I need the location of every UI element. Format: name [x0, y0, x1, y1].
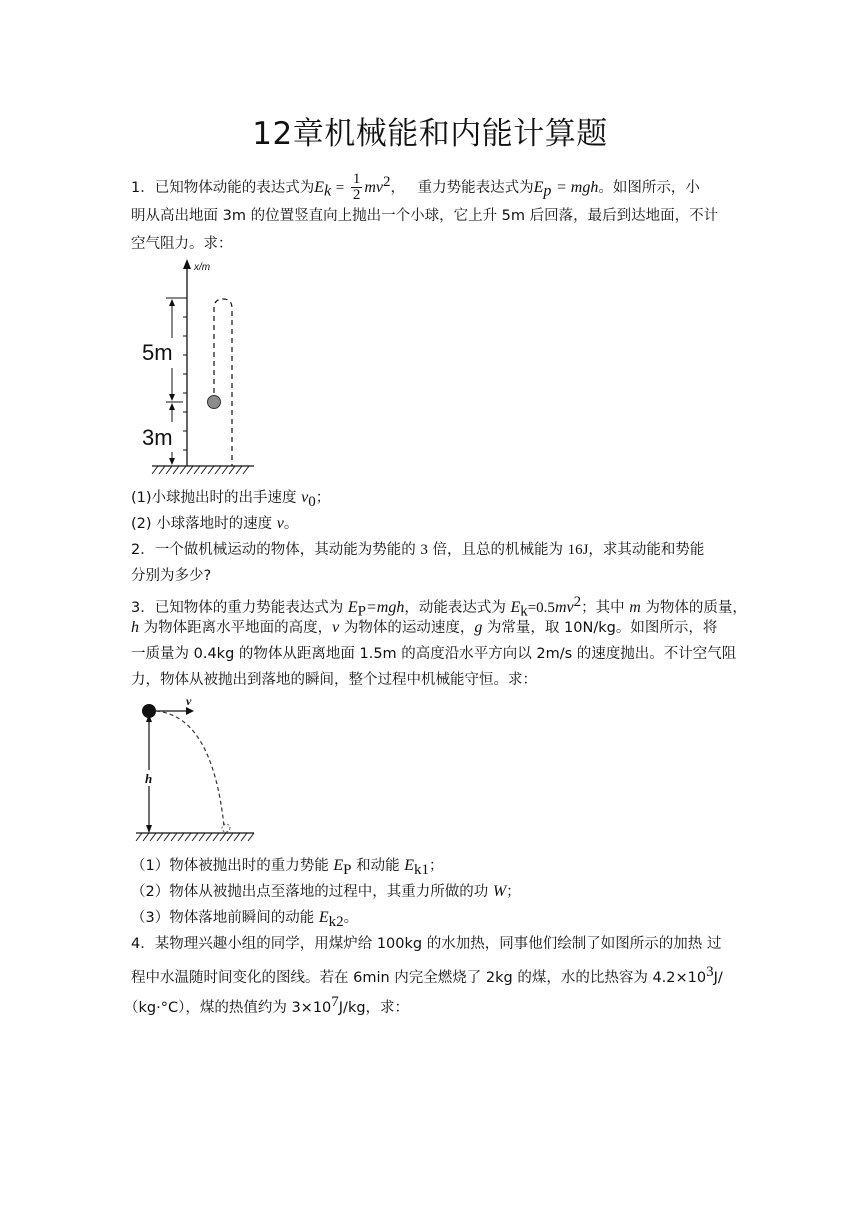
ep-subscript: p — [543, 182, 552, 200]
q3-s1-text: （1）物体被抛出时的重力势能 — [131, 858, 334, 874]
q3-s3-text: （3）物体落地前瞬间的动能 — [131, 910, 319, 926]
five-m-label: 5m — [142, 340, 173, 365]
q2-multiple: 3 — [420, 542, 428, 558]
q3-s1-mid: 和动能 — [351, 858, 405, 874]
equals-sign: = — [335, 179, 345, 196]
q1-sub1 — [131, 488, 330, 512]
q1-line3: 空气阻力。求： — [131, 236, 233, 252]
ep-subscript: P — [357, 603, 366, 620]
q2-line1 — [131, 540, 704, 560]
ep-rhs: = mgh — [555, 178, 599, 196]
q1-sub1-text: (1)小球抛出时的出手速度 — [131, 490, 302, 506]
q3-l2-a: 为物体距离水平地面的高度， — [139, 620, 333, 636]
q2-text-b: 倍，且总的机械能为 — [427, 542, 568, 558]
ek-symbol: E — [510, 598, 521, 616]
q1-sub2-end: 。 — [283, 516, 299, 532]
q4-l3-text: （kg·°C），煤的热值约为 3×10 — [124, 999, 332, 1016]
ek1-subscript: k1 — [413, 861, 429, 878]
ep-symbol: E — [533, 178, 544, 196]
ek2-symbol: E — [318, 909, 329, 926]
landing-point — [222, 824, 230, 832]
w-symbol: W — [492, 883, 507, 900]
q3-sub1 — [131, 856, 443, 880]
fraction-denominator: 2 — [352, 187, 361, 204]
q3-sub3 — [131, 908, 358, 932]
ball-icon — [142, 704, 156, 718]
q1-line1 — [131, 172, 700, 203]
q1-line2: 明从高出地面 3m 的位置竖直向上抛出一个小球，它上升 5m 后回落，最后到达地面，不计 — [131, 208, 719, 224]
axis-label: x/m — [194, 262, 211, 273]
trajectory-path — [214, 299, 232, 466]
projectile-figure — [132, 694, 260, 844]
arrow-up-icon — [169, 403, 175, 410]
q4-l3-exponent: 7 — [331, 994, 339, 1010]
fraction-numerator: 1 — [352, 171, 361, 188]
q4-l2-exponent: 3 — [706, 964, 714, 980]
q1-sub1-end: ； — [315, 490, 331, 506]
q3-s3-end: 。 — [343, 910, 359, 926]
q3-sub2 — [131, 882, 521, 902]
q3-text-c: ；其中 — [581, 599, 630, 616]
q1-sub2-text: (2) 小球落地时的速度 — [131, 516, 277, 532]
g-symbol: g — [474, 619, 483, 636]
v0-subscript: 0 — [308, 493, 316, 510]
h-symbol: h — [131, 619, 139, 636]
q3-s1-end: ； — [428, 858, 444, 874]
m-symbol: m — [629, 598, 641, 616]
q1-comma: ， — [390, 179, 405, 196]
velocity-arrow-icon — [186, 707, 194, 715]
page-title: 12章机械能和内能计算题 — [252, 116, 608, 152]
ground-hatch — [152, 466, 249, 474]
ek-symbol: E — [314, 178, 325, 196]
q3-s2-text: （2）物体从被抛出点至落地的过程中，其重力所做的功 — [131, 884, 493, 900]
q1-number: 1． — [131, 179, 155, 196]
v-label: v — [186, 694, 192, 708]
q3-line3: 一质量为 0.4kg 的物体从距离地面 1.5m 的高度沿水平方向以 2m/s 的速度抛出。不计空气阻 — [131, 646, 737, 662]
q3-line4: 力，物体从被抛出到落地的瞬间，整个过程中机械能守恒。求： — [131, 672, 537, 688]
ep-symbol: E — [333, 857, 344, 874]
q1-text2: 重力势能表达式为 — [417, 179, 534, 196]
mv-exponent: 2 — [382, 174, 391, 190]
q3-l2-c: 为常量，取 10N/kg。如图所示，将 — [482, 620, 718, 636]
q2-line2: 分别为多少? — [131, 568, 212, 584]
ek-subscript: k — [520, 603, 528, 620]
ep-symbol: E — [347, 598, 358, 616]
q4-l2-end: J/ — [713, 969, 723, 986]
vertical-throw-figure — [140, 256, 265, 478]
q3-text-a: 3．已知物体的重力势能表达式为 — [131, 599, 348, 616]
arrow-down-icon — [146, 825, 152, 833]
ep-rhs: =mgh — [365, 598, 405, 616]
v-symbol: v — [276, 515, 284, 532]
three-m-label: 3m — [142, 425, 173, 450]
q4-line3 — [124, 992, 409, 1018]
arrow-down-icon — [169, 458, 175, 465]
ek2-subscript: k2 — [328, 913, 344, 930]
mv-term: mv — [554, 598, 574, 616]
ep-subscript: P — [343, 861, 352, 878]
q3-line2 — [131, 618, 717, 638]
arrow-up-icon — [169, 299, 175, 306]
mv-exponent: 2 — [573, 594, 582, 610]
v-symbol: v — [332, 619, 340, 636]
ek-rhs: =0.5 — [527, 599, 555, 616]
axis-arrow-icon — [183, 259, 191, 269]
q3-l2-b: 为物体的运动速度， — [339, 620, 475, 636]
q2-energy: 16J — [567, 542, 589, 558]
q3-text-d: 为物体的质量， — [640, 599, 747, 616]
arrow-down-icon — [169, 394, 175, 401]
q2-text-c: ，求其动能和势能 — [588, 542, 705, 558]
q1-sub2 — [131, 514, 298, 534]
mv-term: mv — [364, 178, 383, 196]
q4-l3-end: J/kg，求： — [338, 999, 410, 1016]
h-label: h — [145, 771, 153, 786]
q4-l2-text: 程中水温随时间变化的图线。若在 6min 内完全燃烧了 2kg 的煤，水的比热容为 4.2×10 — [131, 969, 707, 986]
ground-hatch — [136, 833, 254, 841]
q3-text-b: ，动能表达式为 — [404, 599, 511, 616]
ek1-symbol: E — [404, 857, 414, 874]
q1-text3: 。如图所示，小 — [598, 179, 700, 196]
ek-subscript: k — [324, 182, 332, 200]
q4-line2 — [131, 962, 723, 988]
q2-text-a: 2．一个做机械运动的物体，其动能为势能的 — [131, 542, 421, 558]
ball-icon — [208, 396, 221, 409]
one-half-fraction — [351, 172, 363, 203]
q1-text1: 已知物体动能的表达式为 — [154, 179, 315, 196]
parabolic-path — [156, 711, 224, 826]
q3-s2-end: ； — [506, 884, 521, 900]
v0-symbol: v — [301, 489, 309, 506]
q4-line1: 4．某物理兴趣小组的同学，用煤炉给 100kg 的水加热，同事他们绘制了如图所示的加热 过 — [131, 936, 722, 952]
